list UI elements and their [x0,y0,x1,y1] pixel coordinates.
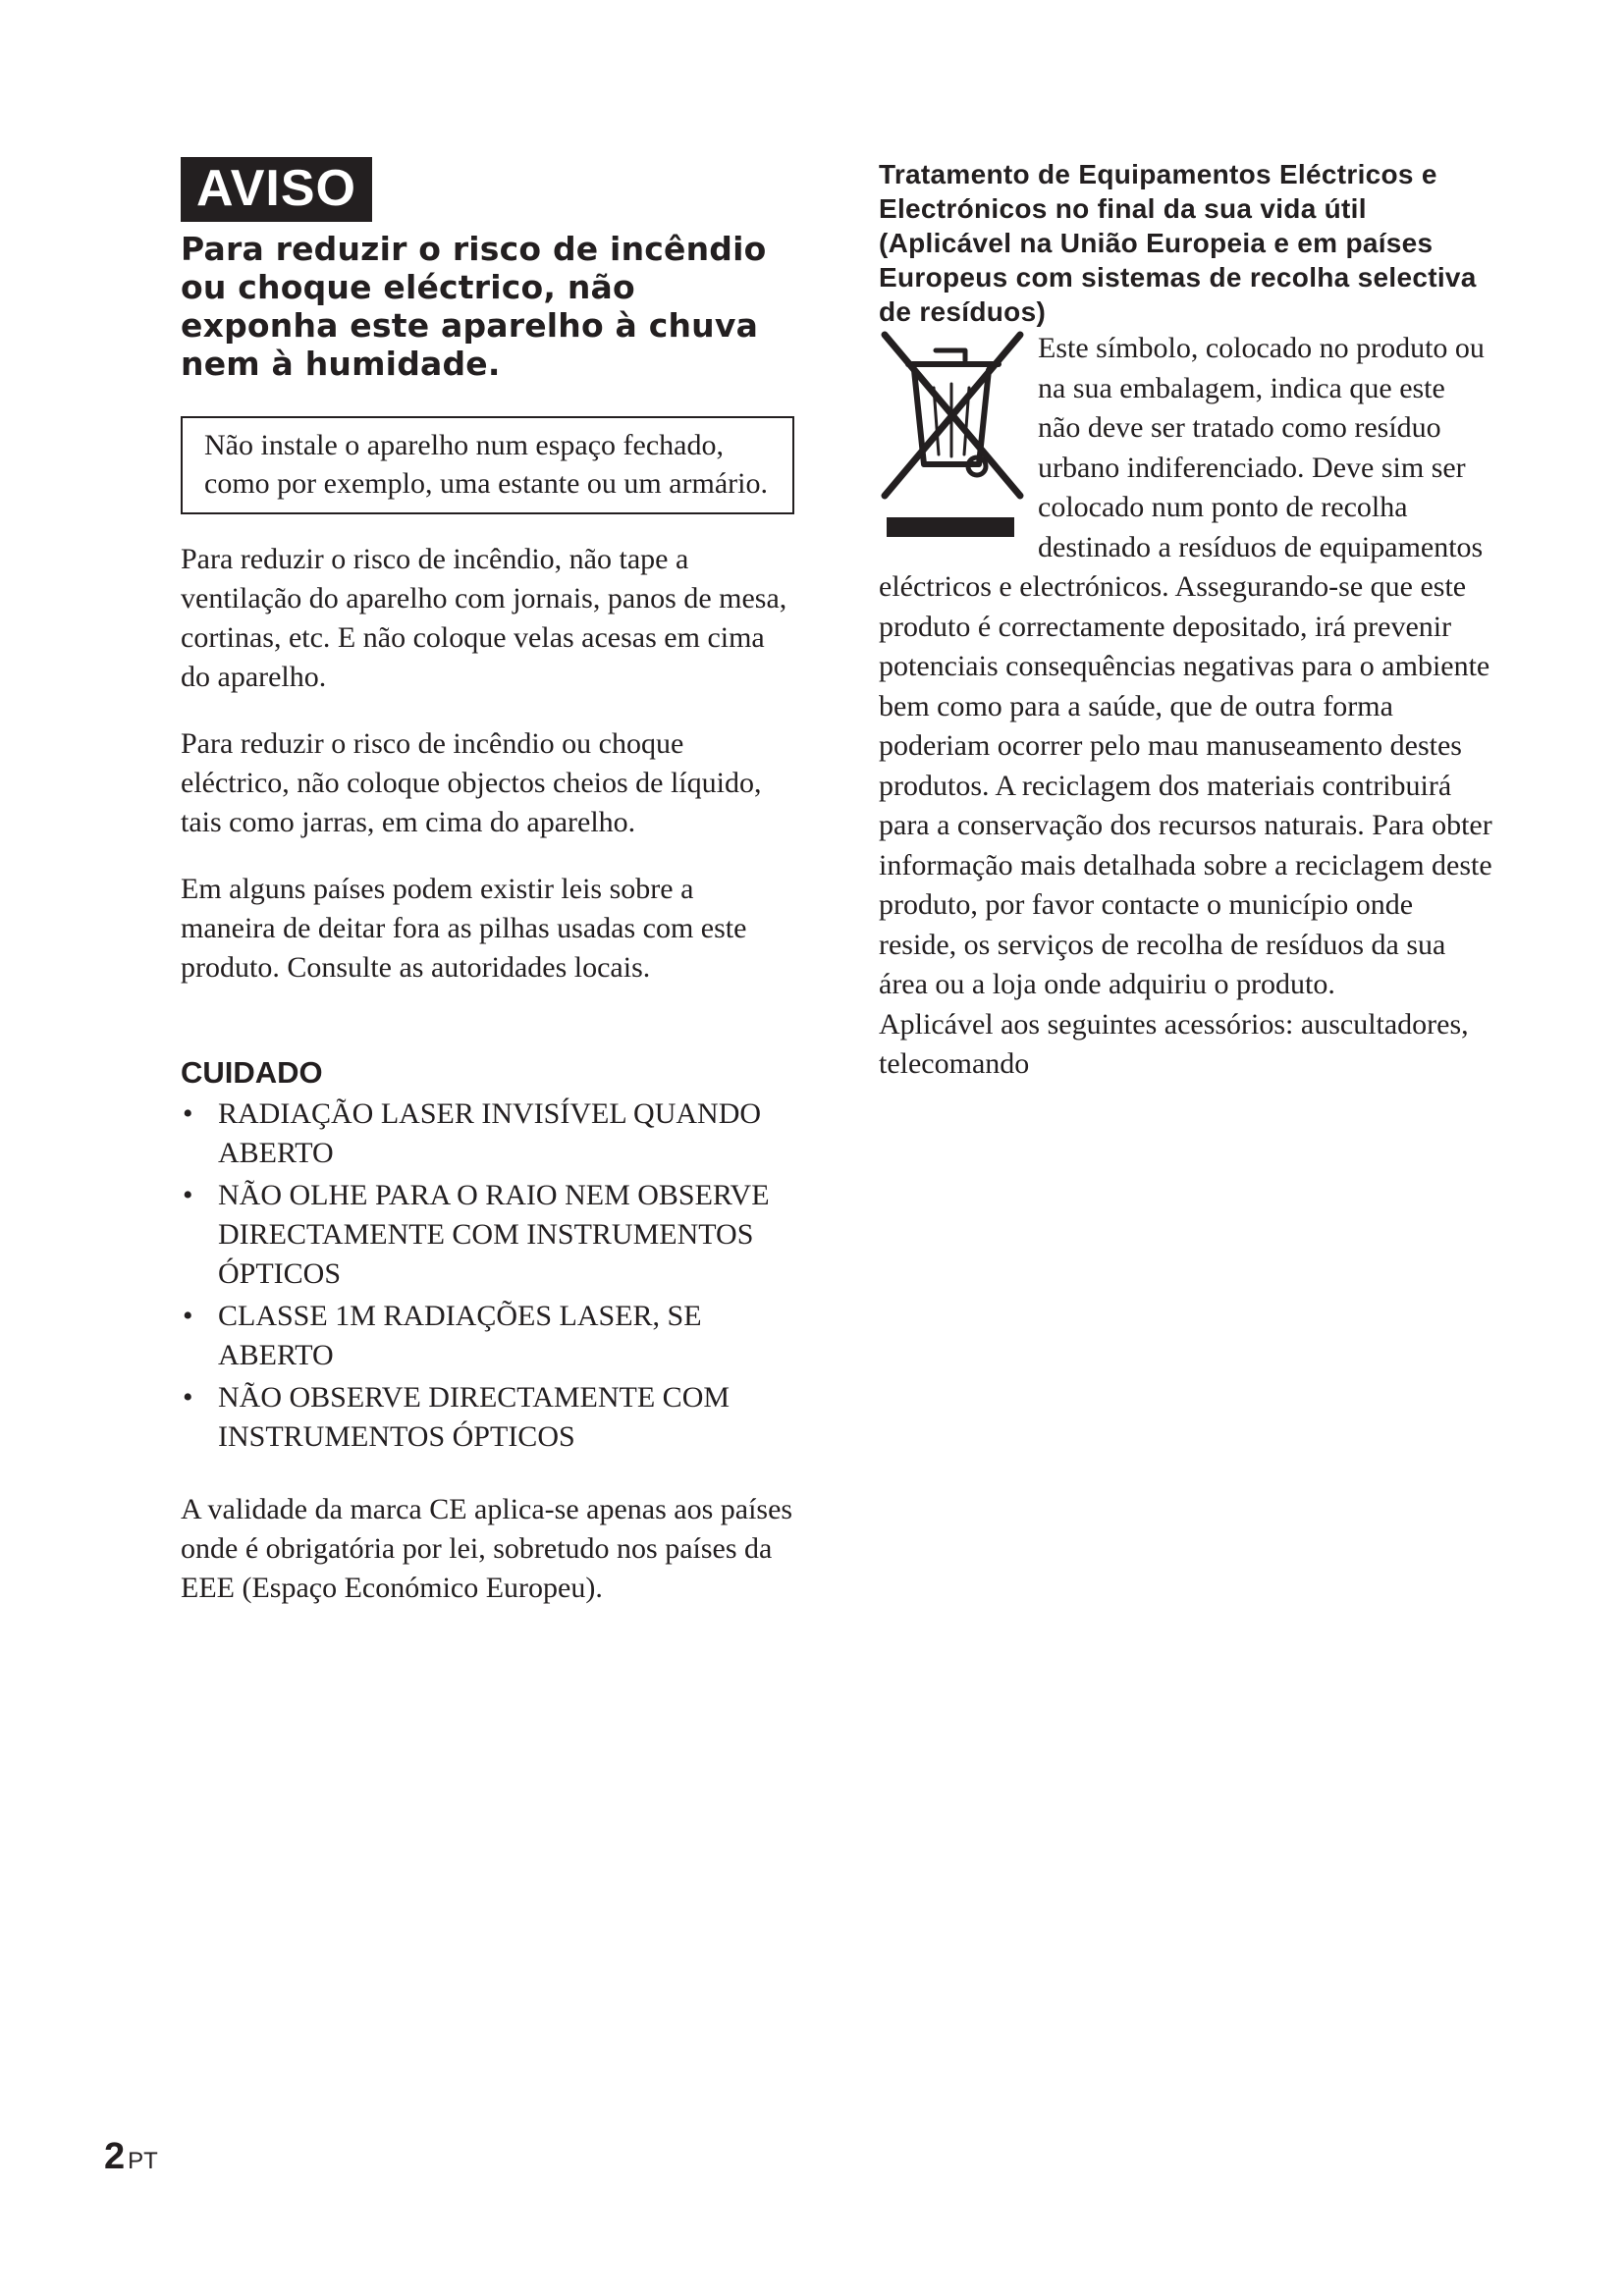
page-number-value: 2 [104,2136,126,2177]
weee-body-text: Este símbolo, colocado no produto ou na sua embalagem, indica que este não deve ser tratado como resíduo urbano indiferenciado. Deve sim ser colocado num ponto de recolha destinado a resíduos de equipamentos eléctricos e electrónicos. Assegurando-se que este produto é correctamente depositado, irá prevenir potenciais consequências negativas para o ambiente bem como para a saúde, que de outra forma poderiam ocorrer pelo mau manuseamento destes produtos. A reciclagem dos materiais contribuirá para a conservação dos recursos naturais. Para obter informação mais detalhada sobre a reciclagem deste produto, por favor contacte o município onde reside, os serviços de recolha de resíduos da sua área ou a loja onde adquiriu o produto. [879,332,1492,1000]
caution-list [181,1095,794,1457]
ce-mark-paragraph: A validade da marca CE aplica-se apenas aos países onde é obrigatória por lei, sobretudo nos países da EEE (Espaço Económico Europeu). [181,1493,793,1604]
caution-item-text: NÃO OLHE PARA O RAIO NEM OBSERVE DIRECTAMENTE COM INSTRUMENTOS ÓPTICOS [218,1179,770,1290]
bullet: • [183,1300,193,1332]
crossed-out-wheelie-bin-icon [879,329,1026,537]
weee-heading: Tratamento de Equipamentos Eléctricos e Electrónicos no final da sua vida útil (Aplicável na União Europeia e em países Europeus com sistemas de recolha selectiva de resíduos) [879,159,1477,327]
caution-item-text: NÃO OBSERVE DIRECTAMENTE COM INSTRUMENTOS ÓPTICOS [218,1381,731,1453]
battery-disposal-paragraph: Em alguns países podem existir leis sobre a maneira de deitar fora as pilhas usadas com este produto. Consulte as autoridades locais. [181,873,747,984]
aviso-badge: AVISO [181,157,372,222]
page-language-code: PT [128,2148,158,2174]
caution-heading: CUIDADO [181,1055,323,1090]
weee-body [879,329,1492,1005]
caution-item [181,1176,794,1294]
caution-item-text: CLASSE 1M RADIAÇÕES LASER, SE ABERTO [218,1300,702,1371]
caution-item-text: RADIAÇÃO LASER INVISÍVEL QUANDO ABERTO [218,1097,762,1169]
caution-item [181,1297,794,1375]
warning-heading: Para reduzir o risco de incêndio ou choque eléctrico, não exponha este aparelho à chuva nem à humidade. [181,230,767,383]
caution-item [181,1095,794,1173]
enclosure-warning-box: Não instale o aparelho num espaço fechado, como por exemplo, uma estante ou um armário. [181,416,794,514]
ventilation-paragraph: Para reduzir o risco de incêndio, não tape a ventilação do aparelho com jornais, panos de mesa, cortinas, etc. E não coloque velas acesas em cima do aparelho. [181,543,787,693]
right-column [879,157,1492,1084]
bullet: • [183,1381,193,1414]
liquid-paragraph: Para reduzir o risco de incêndio ou choque eléctrico, não coloque objectos cheios de líquido, tais como jarras, em cima do aparelho. [181,727,762,838]
bullet: • [183,1179,193,1211]
bullet: • [183,1097,193,1130]
page-number [104,2136,158,2178]
left-column [181,157,794,1608]
caution-item [181,1378,794,1457]
weee-accessories: Aplicável aos seguintes acessórios: auscultadores, telecomando [879,1007,1469,1080]
